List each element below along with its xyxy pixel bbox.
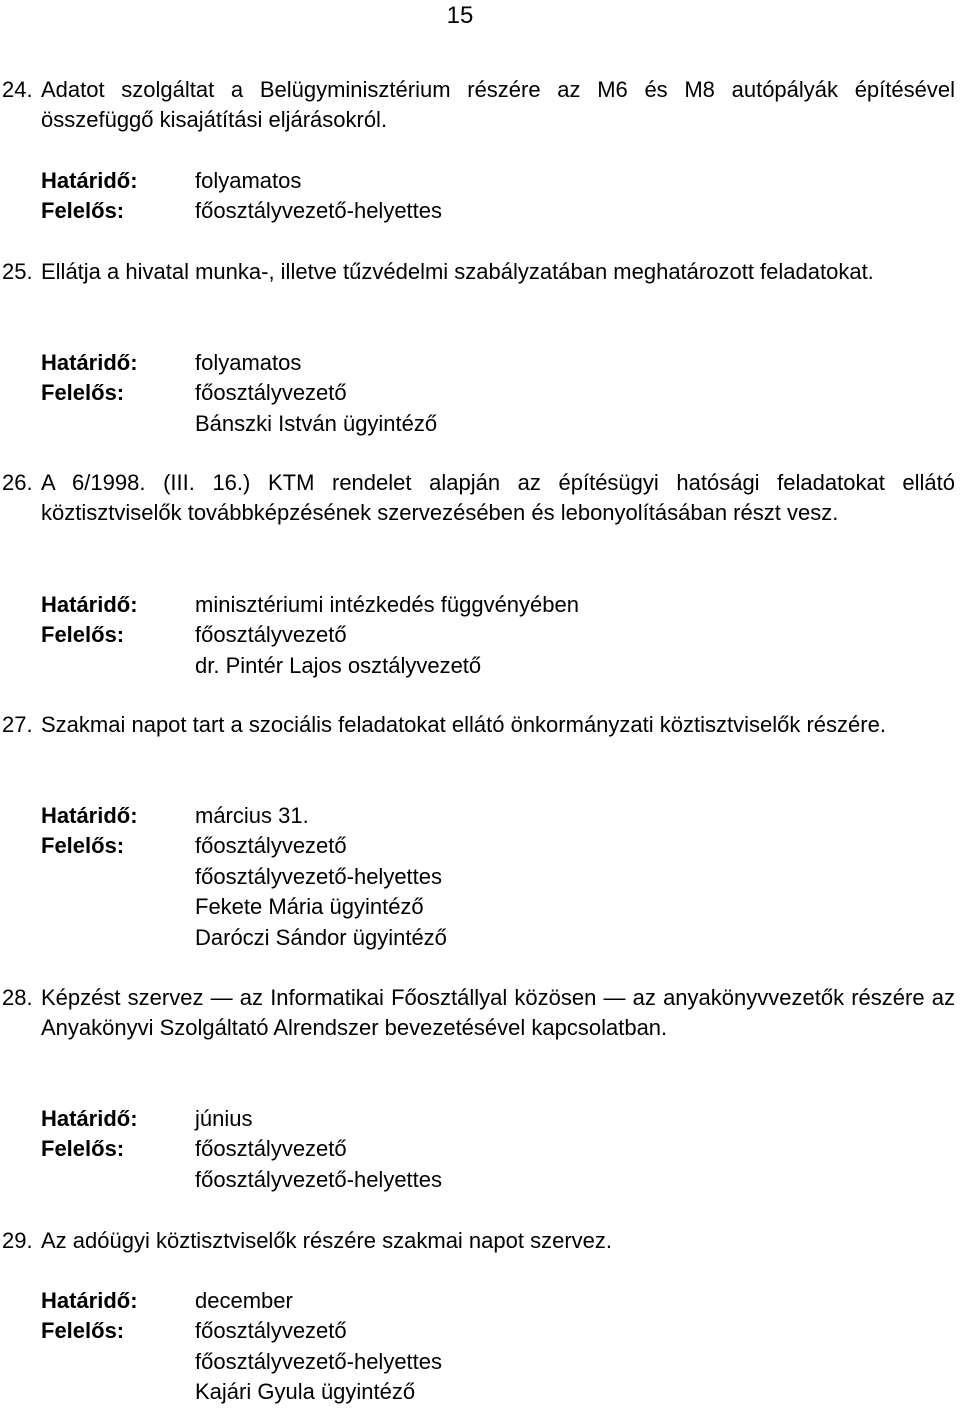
responsible-label: Felelős: (41, 1318, 125, 1344)
responsible-person: főosztályvezető (195, 1318, 347, 1344)
task-text: A 6/1998. (III. 16.) KTM rendelet alapján az építésügyi hatósági feladatokat ellátó köztisztviselők továbbképzésének szervezésében és lebonyolításában részt vesz. (41, 470, 955, 526)
task-number: 28. (2, 985, 33, 1010)
responsible-label: Felelős: (41, 833, 125, 859)
task-meta-29 (41, 1286, 442, 1408)
responsible-list (195, 1134, 442, 1195)
responsible-person: főosztályvezető (195, 833, 347, 859)
task-number: 24. (2, 77, 33, 102)
responsible-person: Bánszki István ügyintéző (195, 410, 438, 436)
responsible-label: Felelős: (41, 198, 125, 224)
task-text: Ellátja a hivatal munka-, illetve tűzvédelmi szabályzatában meghatározott feladatokat. (41, 259, 874, 284)
deadline-label: Határidő: (41, 803, 138, 828)
deadline-label: Határidő: (41, 592, 138, 617)
responsible-label: Felelős: (41, 1136, 125, 1162)
deadline-value: folyamatos (195, 168, 302, 193)
task-text: Képzést szervez — az Informatikai Főosztállyal közösen — az anyakönyvvezetők részére az Anyakönyvi Szolgáltató Alrendszer bevezetésével kapcsolatban. (41, 985, 955, 1041)
responsible-person: főosztályvezető (195, 380, 347, 406)
task-text: Szakmai napot tart a szociális feladatokat ellátó önkormányzati köztisztviselők részére. (41, 712, 886, 737)
responsible-person: főosztályvezető (195, 622, 347, 648)
task-meta-24 (41, 166, 442, 227)
task-text: Az adóügyi köztisztviselők részére szakmai napot szervez. (41, 1228, 613, 1253)
task-number: 29. (2, 1228, 33, 1253)
task-text: Adatot szolgáltat a Belügyminisztérium részére az M6 és M8 autópályák építésével összefüggő kisajátítási eljárásokról. (41, 77, 955, 133)
responsible-person: főosztályvezető (195, 1136, 347, 1162)
responsible-list (195, 378, 437, 439)
responsible-person: Kajári Gyula ügyintéző (195, 1379, 416, 1405)
responsible-person: főosztályvezető-helyettes (195, 198, 443, 224)
responsible-person: dr. Pintér Lajos osztályvezető (195, 652, 482, 678)
responsible-person: Daróczi Sándor ügyintéző (195, 924, 447, 950)
deadline-label: Határidő: (41, 1106, 138, 1131)
responsible-label: Felelős: (41, 380, 125, 406)
responsible-person: Fekete Mária ügyintéző (195, 894, 424, 920)
page-number: 15 (446, 2, 474, 29)
deadline-value: minisztériumi intézkedés függvényében (195, 592, 579, 617)
deadline-value: folyamatos (195, 350, 302, 375)
deadline-label: Határidő: (41, 350, 138, 375)
task-number: 26. (2, 470, 33, 495)
task-meta-26 (41, 590, 579, 681)
responsible-list (195, 196, 442, 226)
responsible-person: főosztályvezető-helyettes (195, 1166, 443, 1192)
task-meta-25 (41, 348, 437, 439)
responsible-list (195, 620, 481, 681)
deadline-label: Határidő: (41, 1288, 138, 1313)
task-meta-28 (41, 1104, 442, 1195)
deadline-value: március 31. (195, 803, 309, 828)
responsible-label: Felelős: (41, 622, 125, 648)
responsible-person: főosztályvezető-helyettes (195, 1348, 443, 1374)
deadline-value: június (195, 1106, 253, 1131)
responsible-list (195, 1316, 442, 1407)
deadline-value: december (195, 1288, 293, 1313)
responsible-person: főosztályvezető-helyettes (195, 863, 443, 889)
responsible-list (195, 831, 447, 953)
task-number: 27. (2, 712, 33, 737)
task-meta-27 (41, 801, 447, 953)
deadline-label: Határidő: (41, 168, 138, 193)
task-number: 25. (2, 259, 33, 284)
